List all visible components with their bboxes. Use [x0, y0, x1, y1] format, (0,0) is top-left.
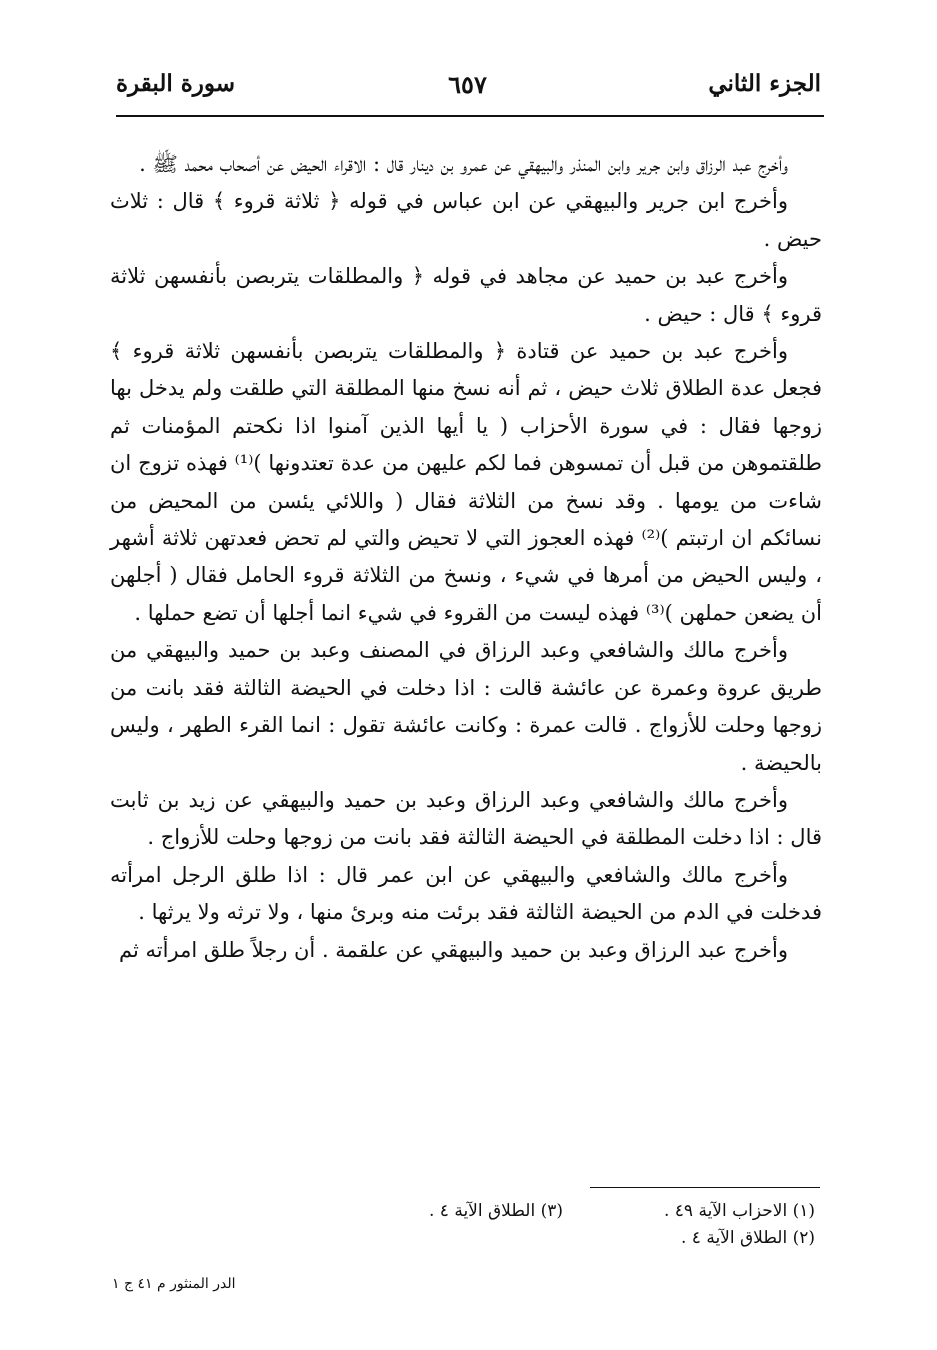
footnotes [300, 1198, 815, 1252]
footnote-3: (٣) الطلاق الآية ٤ . [428, 1201, 563, 1221]
paragraph: وأخرج مالك والشافعي وعبد الرزاق في المصنف وعبد بن حميد والبيهقي من طريق عروة وعمرة عن عائشة قالت : اذا دخلت في الحيضة الثالثة فقد بانت من زوجها وحلت للأزواج . قالت عمرة : وكانت عائشة تقول : انما القرء الطهر ، وليس بالحيضة . [110, 638, 822, 775]
paragraph: وأخرج عبد الرزاق وعبد بن حميد والبيهقي عن علقمة . أن رجلاً طلق امرأته ثم [119, 937, 788, 962]
paragraph: وأخرج مالك والشافعي والبيهقي عن ابن عمر قال : اذا طلق الرجل امرأته فدخلت في الدم من الحيضة الثالثة فقد برئت منه وبرئ منها ، ولا ترثه ولا يرثها . [110, 862, 822, 925]
footnote-row [300, 1198, 815, 1225]
paragraph: وأخرج عبد بن حميد عن قتادة ﴿ والمطلقات يتربصن بأنفسهن ثلاثة قروء ﴾ فجعل عدة الطلاق ثلاث حيض ، ثم أنه نسخ منها المطلقة التي طلقت ولم يدخل بها زوجها فقال : في سورة الأحزاب ( يا أيها الذين آمنوا اذا نكحتم المؤمنات ثم طلقتموهن من قبل أن تمسوهن فما لكم عليهن من عدة تعتدونها )⁽¹⁾ فهذه تزوج ان شاءت من يومها . وقد نسخ من الثلاثة فقال ( واللائي يئسن من المحيض من نسائكم ان ارتبتم )⁽²⁾ فهذه العجوز التي لا تحيض والتي لم تحض فعدتهن ثلاثة أشهر ، وليس الحيض من أمرها في شيء ، ونسخ من الثلاثة قروء الحامل فقال ( أجلهن أن يضعن حملهن )⁽³⁾ فهذه ليست من القروء في شيء انما أجلها أن تضع حملها . [110, 339, 823, 625]
page-footer: الدر المنثور م ٤١ ج ١ [112, 1276, 236, 1292]
footnote-2: (٢) الطلاق الآية ٤ . [680, 1228, 815, 1248]
paragraph: وأخرج عبد بن حميد عن مجاهد في قوله ﴿ والمطلقات يتربصن بأنفسهن ثلاثة قروء ﴾ قال : حيض . [110, 264, 822, 326]
running-header [110, 70, 825, 110]
paragraph: وأخرج عبد الرزاق وابن جرير وابن المنذر والبيهقي عن عمرو بن دينار قال : الاقراء الحيض عن أصحاب محمد ﷺ . [139, 152, 788, 176]
main-text [110, 146, 822, 969]
paragraph: وأخرج مالك والشافعي وعبد الرزاق وعبد بن حميد والبيهقي عن زيد بن ثابت قال : اذا دخلت المطلقة في الحيضة الثالثة فقد بانت من زوجها وحلت للأزواج . [110, 787, 822, 850]
surah-label: سورة البقرة [116, 70, 236, 97]
part-label: الجزء الثاني [708, 70, 821, 97]
paragraph: وأخرج ابن جرير والبيهقي عن ابن عباس في قوله ﴿ ثلاثة قروء ﴾ قال : ثلاث حيض . [110, 189, 822, 251]
header-rule [116, 115, 824, 117]
footnote-rule [590, 1187, 820, 1188]
page-number: ٦٥٧ [448, 70, 487, 99]
footnote-1: (١) الاحزاب الآية ٤٩ . [663, 1201, 815, 1221]
footnote-row [300, 1225, 815, 1252]
